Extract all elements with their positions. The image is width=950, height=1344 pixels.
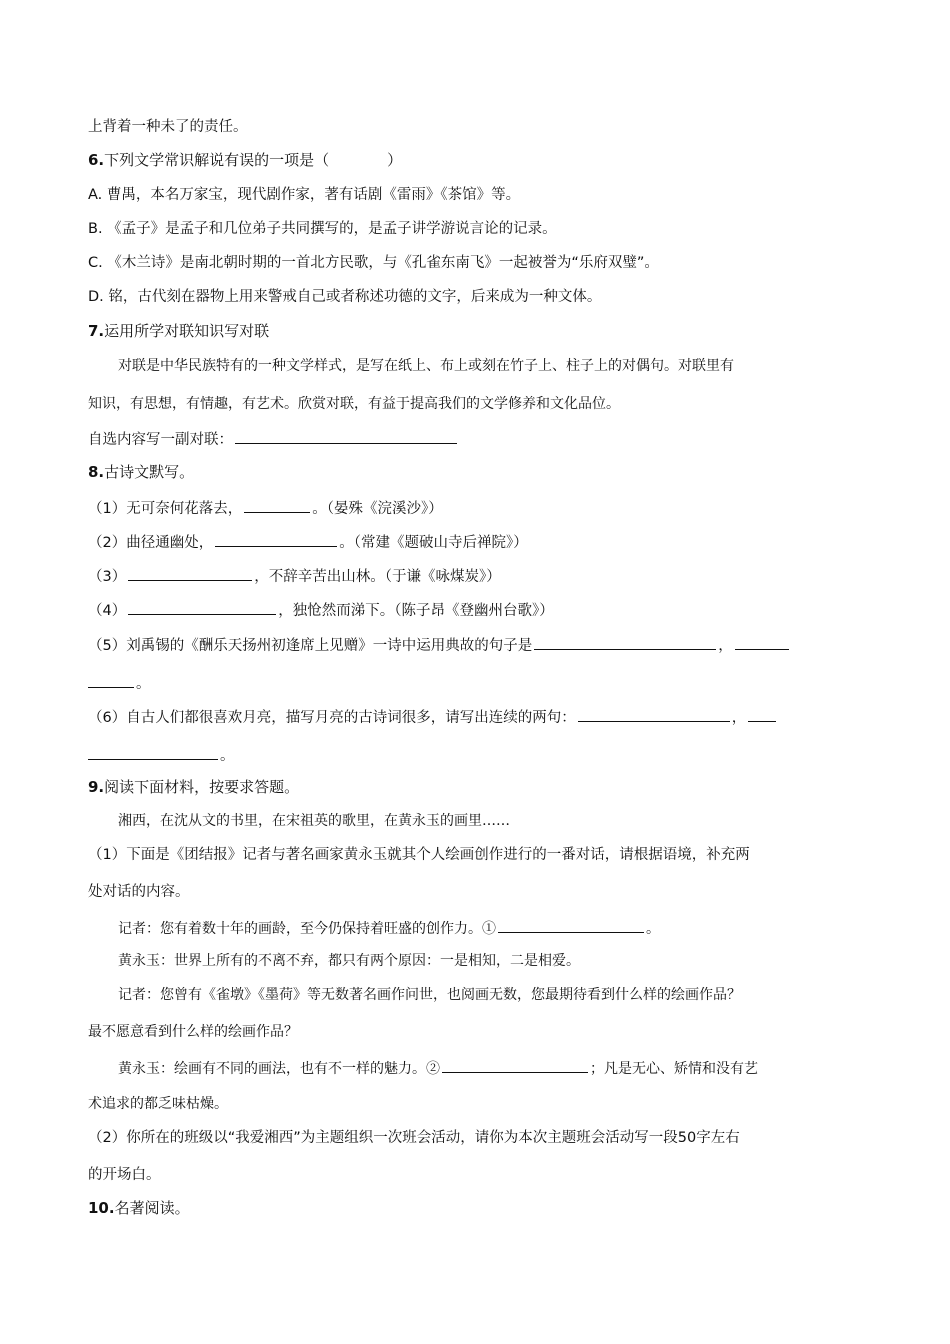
- question-9-heading: [88, 777, 299, 797]
- couplet-passage-line-2: 知识，有思想，有情趣，有艺术。欣赏对联，有益于提高我们的文学修养和文化品位。: [88, 396, 620, 412]
- question-text: 下列文学常识解说有误的一项是（: [104, 151, 330, 169]
- couplet-prompt: [88, 428, 459, 450]
- sub-question-1-line-1: （1）下面是《团结报》记者与著名画家黄永玉就其个人绘画创作进行的一番对话，请根据语境，补充两: [88, 847, 750, 863]
- dialogue-text: 黄永玉：绘画有不同的画法，也有不一样的魅力。②: [118, 1061, 440, 1077]
- dialogue-text: 记者：您有着数十年的画龄，至今仍保持着旺盛的创作力。①: [118, 921, 496, 937]
- item-source: 。（晏殊《浣溪沙》）: [312, 501, 443, 517]
- dialogue-huang-1: 黄永玉：世界上所有的不离不弃，都只有两个原因：一是相知，二是相爱。: [118, 953, 580, 969]
- prompt-text: 自选内容写一副对联：: [88, 432, 233, 448]
- answer-blank[interactable]: [88, 744, 218, 760]
- answer-blank[interactable]: [244, 497, 310, 513]
- question-6-heading: [88, 150, 402, 170]
- item-text: （1）无可奈何花落去，: [88, 501, 243, 517]
- answer-blank-2[interactable]: [442, 1057, 588, 1073]
- period: 。: [646, 921, 660, 937]
- paren-close: ）: [387, 151, 403, 169]
- period: 。: [220, 748, 235, 764]
- item-text: （5）刘禹锡的《酬乐天扬州初逢席上见赠》一诗中运用典故的句子是: [88, 638, 533, 654]
- couplet-passage-line-1: 对联是中华民族特有的一种文学样式，是写在纸上、布上或刻在竹子上、柱子上的对偶句。对联里有: [118, 358, 734, 374]
- answer-blank[interactable]: [534, 634, 716, 650]
- dialogue-huang-2-cont: 术追求的都乏味枯燥。: [88, 1096, 228, 1112]
- recitation-item-2: [88, 531, 528, 553]
- dialogue-reporter-1: [118, 917, 660, 939]
- option-c: C. 《木兰诗》是南北朝时期的一首北方民歌，与《孔雀东南飞》一起被誉为“乐府双璧”。: [88, 255, 659, 271]
- question-number: 6.: [88, 151, 105, 169]
- answer-blank[interactable]: [235, 428, 457, 444]
- item-source: ，不辞辛苦出山林。（于谦《咏煤炭》）: [254, 569, 501, 585]
- item-text: （4）: [88, 603, 127, 619]
- question-text: 古诗文默写。: [104, 463, 195, 481]
- question-text: 阅读下面材料，按要求答题。: [104, 778, 300, 796]
- question-8-heading: [88, 462, 194, 482]
- option-d: D. 铭，古代刻在器物上用来警戒自己或者称述功德的文字，后来成为一种文体。: [88, 289, 602, 305]
- recitation-item-6-cont: [88, 744, 235, 766]
- question-number: 10.: [88, 1199, 115, 1217]
- period: 。: [136, 676, 151, 692]
- sub-question-1-line-2: 处对话的内容。: [88, 884, 190, 900]
- separator: ，: [718, 638, 733, 654]
- recitation-item-4: [88, 599, 554, 621]
- question-number: 7.: [88, 322, 105, 340]
- answer-blank[interactable]: [88, 672, 134, 688]
- dialogue-text: ；凡是无心、矫情和没有艺: [590, 1061, 758, 1077]
- question-10-heading: [88, 1198, 190, 1218]
- answer-blank[interactable]: [578, 706, 730, 722]
- answer-blank[interactable]: [215, 531, 337, 547]
- dialogue-reporter-2-line-2: 最不愿意看到什么样的绘画作品？: [88, 1024, 298, 1040]
- item-text: （6）自古人们都很喜欢月亮，描写月亮的古诗词很多，请写出连续的两句：: [88, 710, 576, 726]
- answer-blank[interactable]: [128, 599, 276, 615]
- answer-blank-1[interactable]: [498, 917, 644, 933]
- question-number: 9.: [88, 778, 105, 796]
- answer-blank[interactable]: [128, 565, 252, 581]
- sub-question-2-line-1: （2）你所在的班级以“我爱湘西”为主题组织一次班会活动，请你为本次主题班会活动写一段50字左右: [88, 1130, 740, 1146]
- question-text: 运用所学对联知识写对联: [104, 322, 270, 340]
- recitation-item-1: [88, 497, 443, 519]
- question-text: 名著阅读。: [114, 1199, 190, 1217]
- material-intro: 湘西，在沈从文的书里，在宋祖英的歌里，在黄永玉的画里……: [118, 813, 510, 829]
- sub-question-2-line-2: 的开场白。: [88, 1167, 161, 1183]
- answer-blank[interactable]: [735, 634, 789, 650]
- separator: ，: [731, 710, 747, 726]
- answer-blank[interactable]: [748, 706, 776, 722]
- dialogue-reporter-2-line-1: 记者：您曾有《雀墩》《墨荷》等无数著名画作问世，也阅画无数，您最期待看到什么样的绘画作品？: [118, 987, 741, 1003]
- continuation-line: 上背着一种未了的责任。: [88, 119, 248, 135]
- recitation-item-5: [88, 634, 791, 656]
- item-source: ，独怆然而涕下。（陈子昂《登幽州台歌》）: [278, 603, 554, 619]
- item-source: 。（常建《题破山寺后禅院》）: [339, 535, 528, 551]
- recitation-item-3: [88, 565, 501, 587]
- question-7-heading: [88, 321, 269, 341]
- recitation-item-6: [88, 706, 778, 728]
- question-number: 8.: [88, 463, 105, 481]
- item-text: （2）曲径通幽处，: [88, 535, 214, 551]
- recitation-item-5-cont: [88, 672, 151, 694]
- option-a: A. 曹禺，本名万家宝，现代剧作家，著有话剧《雷雨》《茶馆》等。: [88, 187, 521, 203]
- item-text: （3）: [88, 569, 127, 585]
- dialogue-huang-2: [118, 1057, 758, 1079]
- option-b: B. 《孟子》是孟子和几位弟子共同撰写的，是孟子讲学游说言论的记录。: [88, 221, 557, 237]
